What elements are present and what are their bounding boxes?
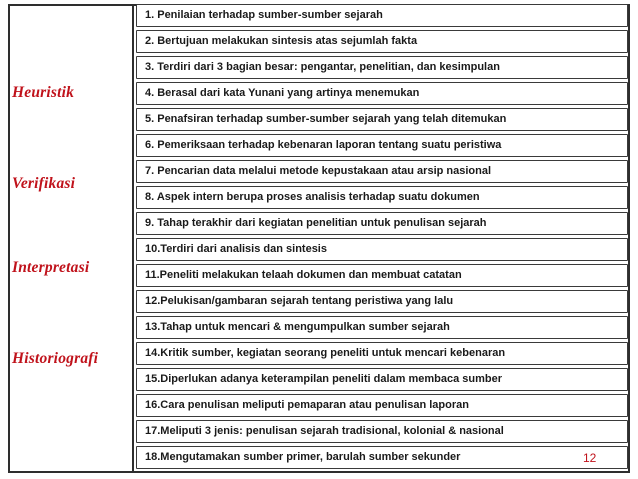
- category-interpretasi: Interpretasi: [12, 259, 90, 276]
- statement-item-5: 5. Penafsiran terhadap sumber-sumber sejarah yang telah ditemukan: [136, 108, 628, 131]
- statement-item-10: 10.Terdiri dari analisis dan sintesis: [136, 238, 628, 261]
- statement-item-15: 15.Diperlukan adanya keterampilan peneliti dalam membaca sumber: [136, 368, 628, 391]
- statement-item-11: 11.Peneliti melakukan telaah dokumen dan membuat catatan: [136, 264, 628, 287]
- statement-list: [136, 4, 628, 472]
- statement-item-8: 8. Aspek intern berupa proses analisis terhadap suatu dokumen: [136, 186, 628, 209]
- category-historiografi: Historiografi: [12, 350, 99, 367]
- category-column: [10, 6, 134, 471]
- statement-item-7: 7. Pencarian data melalui metode kepustakaan atau arsip nasional: [136, 160, 628, 183]
- statement-item-9: 9. Tahap terakhir dari kegiatan penelitian untuk penulisan sejarah: [136, 212, 628, 235]
- statement-item-18: 18.Mengutamakan sumber primer, barulah sumber sekunder: [136, 446, 628, 469]
- category-verifikasi: Verifikasi: [12, 175, 76, 192]
- statement-item-17: 17.Meliputi 3 jenis: penulisan sejarah tradisional, kolonial & nasional: [136, 420, 628, 443]
- statement-item-16: 16.Cara penulisan meliputi pemaparan atau penulisan laporan: [136, 394, 628, 417]
- statement-item-2: 2. Bertujuan melakukan sintesis atas sejumlah fakta: [136, 30, 628, 53]
- category-heuristik: Heuristik: [12, 84, 75, 101]
- statement-item-1: 1. Penilaian terhadap sumber-sumber sejarah: [136, 4, 628, 27]
- statement-item-14: 14.Kritik sumber, kegiatan seorang peneliti untuk mencari kebenaran: [136, 342, 628, 365]
- statement-item-6: 6. Pemeriksaan terhadap kebenaran laporan tentang suatu peristiwa: [136, 134, 628, 157]
- statement-item-12: 12.Pelukisan/gambaran sejarah tentang peristiwa yang lalu: [136, 290, 628, 313]
- statement-item-3: 3. Terdiri dari 3 bagian besar: pengantar, penelitian, dan kesimpulan: [136, 56, 628, 79]
- statement-item-4: 4. Berasal dari kata Yunani yang artinya menemukan: [136, 82, 628, 105]
- page-number: 12: [583, 451, 597, 465]
- statement-item-13: 13.Tahap untuk mencari & mengumpulkan sumber sejarah: [136, 316, 628, 339]
